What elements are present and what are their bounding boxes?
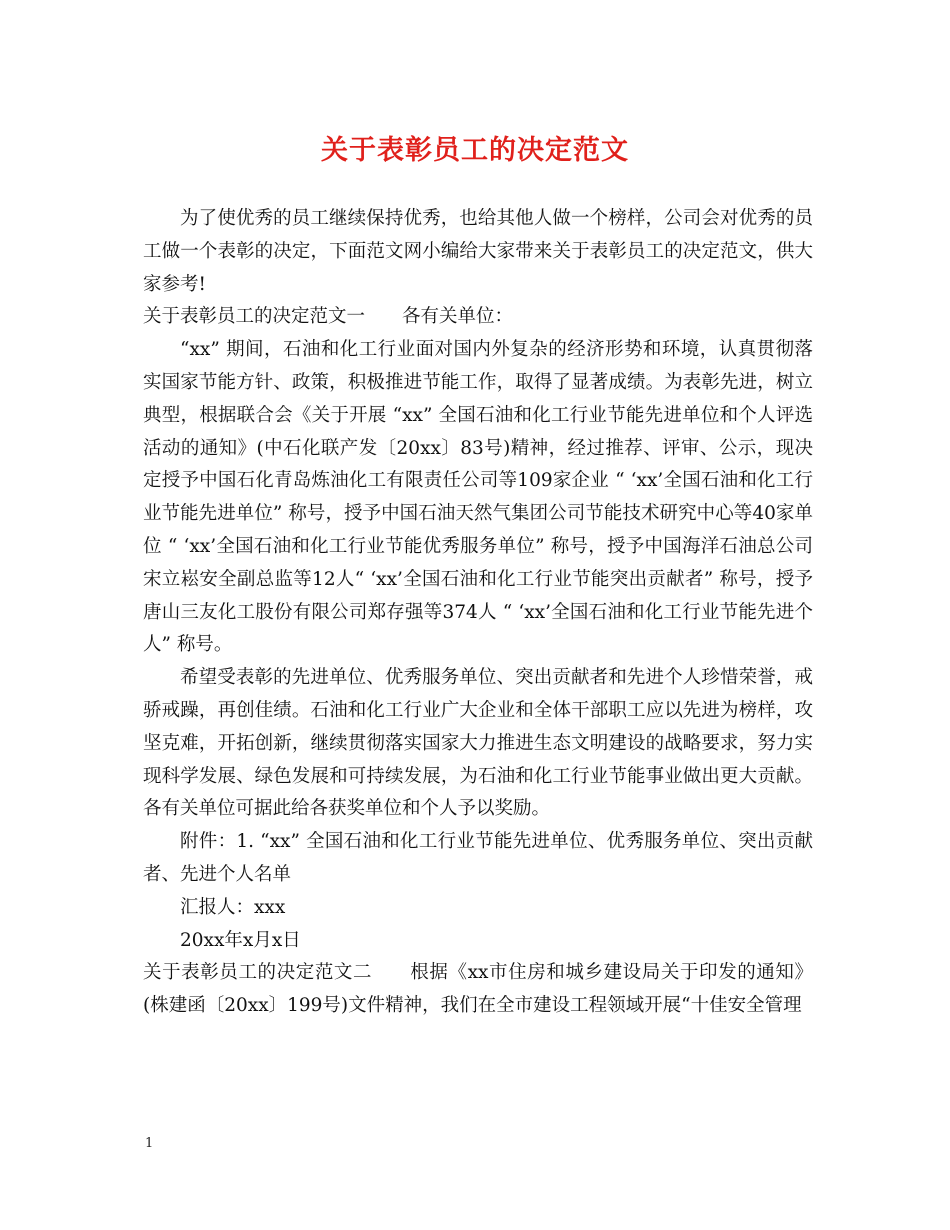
page-number: 1 <box>145 1136 154 1151</box>
paragraph-decision: “xx” 期间，石油和化工行业面对国内外复杂的经济形势和环境，认真贯彻落实国家节能方针、政策，积极推进节能工作，取得了显著成绩。为表彰先进，树立典型，根据联合会《关于开展 “xx” 全国石油和化工行业节能先进单位和个人评选活动的通知》(中石化联产发〔20xx〕83号)精神，经过推荐、评审、公示，现决定授予中国石化青岛炼油化工有限责任公司等109家企业 “ ‘xx’全国石油和化工行业节能先进单位” 称号，授予中国石油天然气集团公司节能技术研究中心等40家单位 “ ‘xx’全国石油和化工行业节能优秀服务单位” 称号，授予中国海洋石油总公司宋立崧安全副总监等12人“ ‘xx’全国石油和化工行业节能突出贡献者” 称号，授予唐山三友化工股份有限公司郑存强等374人 “ ‘xx’全国石油和化工行业节能先进个人” 称号。 <box>143 339 813 656</box>
paragraph-section-two: 关于表彰员工的决定范文二 根据《xx市住房和城乡建设局关于印发的通知》(株建函〔20xx〕199号)文件精神，我们在全市建设工程领域开展“十佳安全管理 <box>143 962 813 1017</box>
paragraph-hope: 希望受表彰的先进单位、优秀服务单位、突出贡献者和先进个人珍惜荣誉，戒骄戒躁，再创佳绩。石油和化工行业广大企业和全体干部职工应以先进为榜样，攻坚克难，开拓创新，继续贯彻落实国家大力推进生态文明建设的战略要求，努力实现科学发展、绿色发展和可持续发展，为石油和化工行业节能事业做出更大贡献。各有关单位可据此给各获奖单位和个人予以奖励。 <box>143 667 813 820</box>
paragraph-intro: 为了使优秀的员工继续保持优秀，也给其他人做一个榜样，公司会对优秀的员工做一个表彰的决定，下面范文网小编给大家带来关于表彰员工的决定范文，供大家参考! <box>143 208 813 295</box>
paragraph-attachment: 附件：1. “xx” 全国石油和化工行业节能先进单位、优秀服务单位、突出贡献者、先进个人名单 <box>143 831 813 885</box>
paragraph-date: 20xx年x月x日 <box>180 929 301 951</box>
paragraph-section-one-heading: 关于表彰员工的决定范文一 各有关单位： <box>143 306 514 328</box>
paragraph-reporter: 汇报人：xxx <box>180 896 286 918</box>
document-body <box>143 203 813 1023</box>
document-title: 关于表彰员工的决定范文 <box>321 135 629 166</box>
